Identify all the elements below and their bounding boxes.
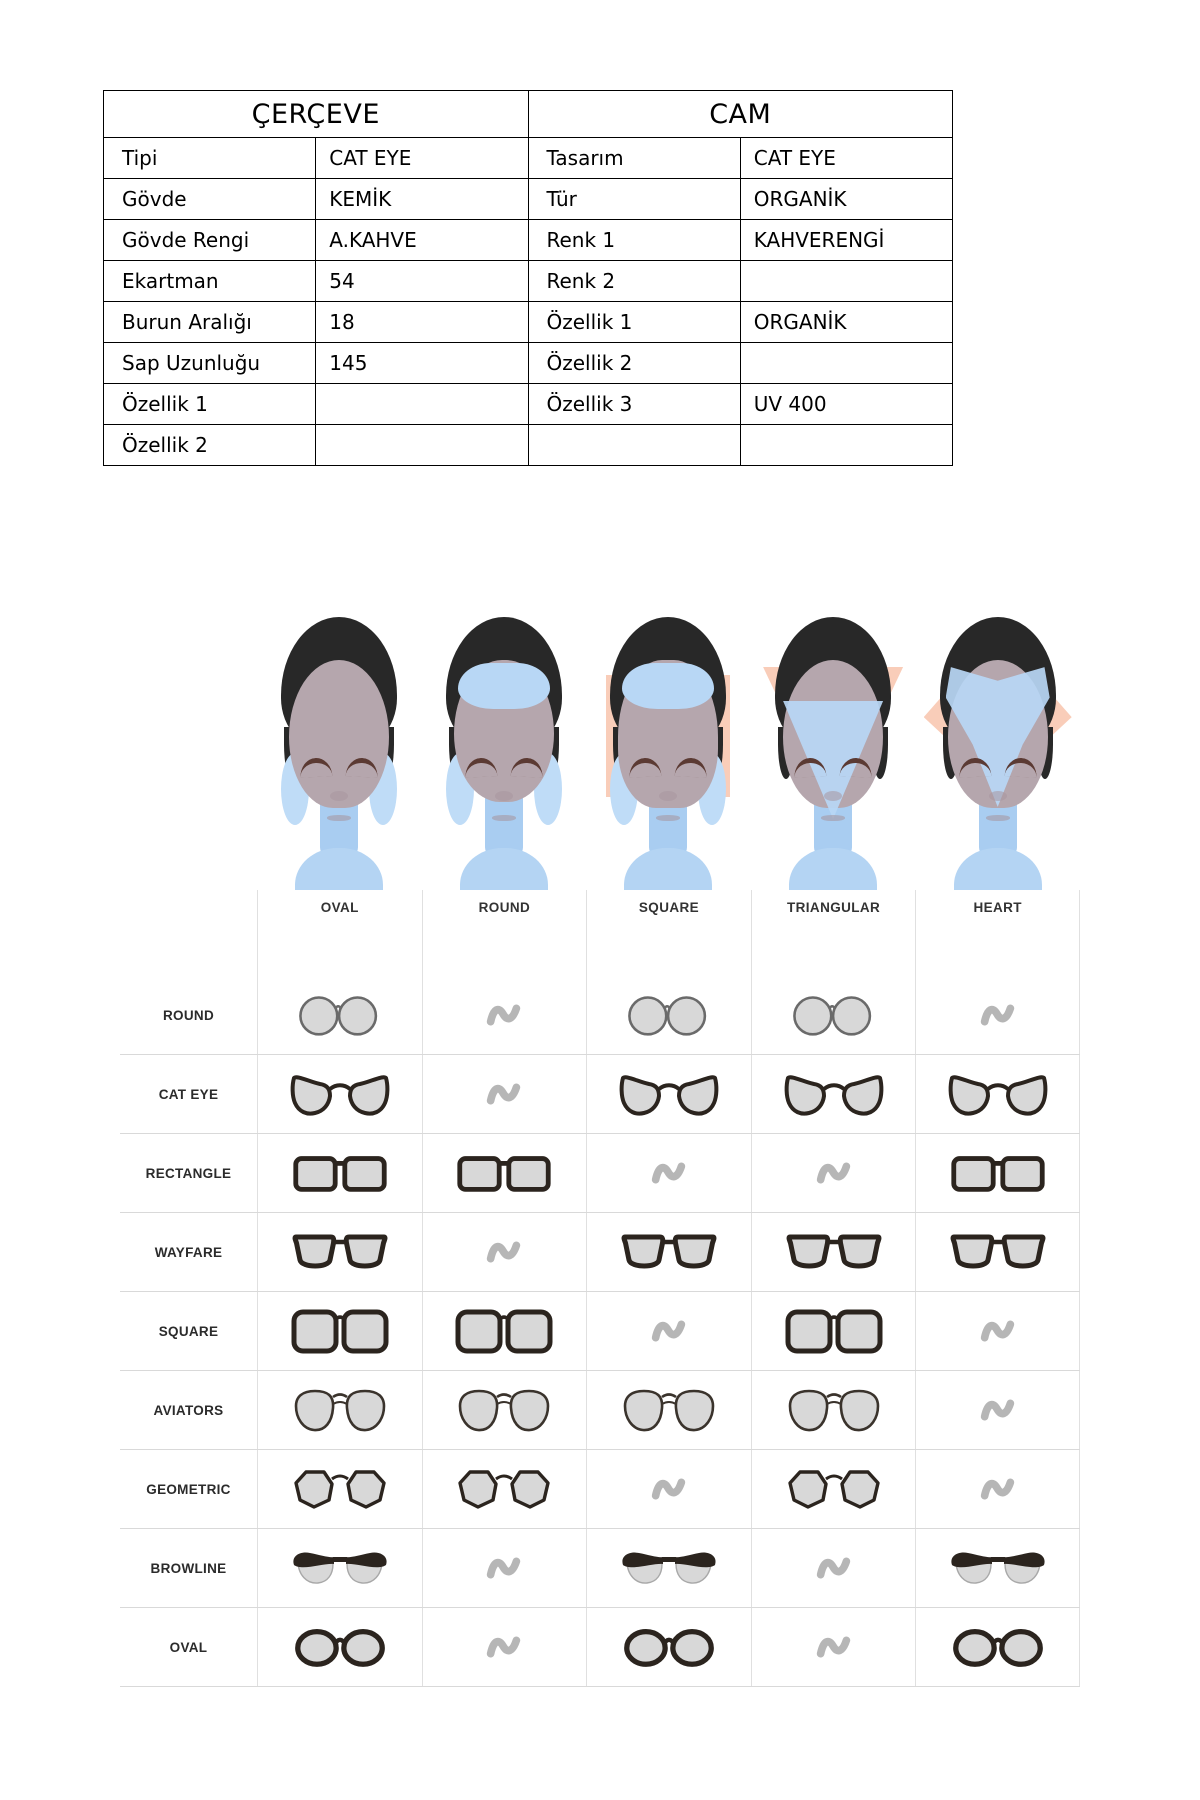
matrix-row-oval xyxy=(120,1608,1080,1687)
face-heart-illustration xyxy=(918,605,1078,890)
spec-value-cell: 145 xyxy=(316,343,528,384)
row-label-rectangle: RECTANGLE xyxy=(145,1165,232,1181)
column-header-heart: HEART xyxy=(915,890,1080,924)
grid-spacer-cell xyxy=(586,924,751,976)
matrix-row-square xyxy=(120,1292,1080,1371)
row-label-square: SQUARE xyxy=(158,1323,219,1339)
spec-value-cell: UV 400 xyxy=(740,384,952,425)
spec-label-cell: Renk 1 xyxy=(528,220,740,261)
spec-label-cell: Özellik 1 xyxy=(104,384,316,425)
face-triangular-illustration xyxy=(753,605,913,890)
spec-table-row xyxy=(104,261,953,302)
row-label-cateye: CAT EYE xyxy=(158,1086,219,1102)
row-label-round: ROUND xyxy=(163,1007,214,1023)
matrix-row-browline xyxy=(120,1529,1080,1608)
face-column-oval xyxy=(257,598,422,890)
spec-value-cell: A.KAHVE xyxy=(316,220,528,261)
spec-value-cell: 54 xyxy=(316,261,528,302)
matrix-row-rectangle xyxy=(120,1134,1080,1213)
spec-label-cell: Tipi xyxy=(104,138,316,179)
row-label-browline: BROWLINE xyxy=(150,1560,227,1576)
not-suitable-squiggle-icon xyxy=(751,1134,916,1212)
spec-value-cell: ORGANİK xyxy=(740,302,952,343)
compatibility-matrix xyxy=(120,976,1080,1687)
mouth xyxy=(986,815,1010,821)
round-glasses-icon xyxy=(257,976,422,1054)
column-header-round: ROUND xyxy=(422,890,587,924)
not-suitable-squiggle-icon xyxy=(915,1450,1080,1528)
wayfare-glasses-icon xyxy=(586,1213,751,1291)
nose xyxy=(495,791,513,801)
spec-value-cell: CAT EYE xyxy=(316,138,528,179)
spec-value-cell: ORGANİK xyxy=(740,179,952,220)
not-suitable-squiggle-icon xyxy=(422,1213,587,1291)
spec-value-cell xyxy=(740,261,952,302)
geometric-glasses-icon xyxy=(751,1450,916,1528)
cateye-glasses-icon xyxy=(915,1055,1080,1133)
rectangle-glasses-icon xyxy=(422,1134,587,1212)
round-glasses-icon xyxy=(586,976,751,1054)
mouth xyxy=(327,815,351,821)
face-column-heart xyxy=(915,598,1080,890)
shoulders xyxy=(624,848,712,890)
not-suitable-squiggle-icon xyxy=(586,1134,751,1212)
aviators-glasses-icon xyxy=(751,1371,916,1449)
face-square-illustration xyxy=(588,605,748,890)
matrix-row-cateye xyxy=(120,1055,1080,1134)
spec-table-body xyxy=(104,138,953,466)
spec-table-row xyxy=(104,138,953,179)
spec-value-cell xyxy=(316,384,528,425)
square-glasses-icon xyxy=(422,1292,587,1370)
spec-table-row xyxy=(104,384,953,425)
spec-label-cell: Gövde Rengi xyxy=(104,220,316,261)
cateye-glasses-icon xyxy=(751,1055,916,1133)
row-label-wayfare: WAYFARE xyxy=(154,1244,223,1260)
not-suitable-squiggle-icon xyxy=(422,976,587,1054)
spec-label-cell: Gövde xyxy=(104,179,316,220)
aviators-glasses-icon xyxy=(586,1371,751,1449)
spec-label-cell: Özellik 1 xyxy=(528,302,740,343)
grid-spacer-cell xyxy=(120,924,257,976)
grid-spacer-cell xyxy=(751,924,916,976)
spec-value-cell xyxy=(740,343,952,384)
face-oval-illustration xyxy=(259,605,419,890)
empty-corner-cell xyxy=(120,890,257,924)
spec-table-row xyxy=(104,179,953,220)
shoulders xyxy=(295,848,383,890)
nose xyxy=(989,791,1007,801)
face-column-triangular xyxy=(751,598,916,890)
matrix-row-aviators xyxy=(120,1371,1080,1450)
not-suitable-squiggle-icon xyxy=(915,1292,1080,1370)
spec-label-cell: Tasarım xyxy=(528,138,740,179)
not-suitable-squiggle-icon xyxy=(586,1450,751,1528)
matrix-row-round xyxy=(120,976,1080,1055)
rectangle-glasses-icon xyxy=(257,1134,422,1212)
round-glasses-icon xyxy=(751,976,916,1054)
spec-label-cell: Sap Uzunluğu xyxy=(104,343,316,384)
spec-table-row xyxy=(104,425,953,466)
spec-label-cell: Özellik 3 xyxy=(528,384,740,425)
not-suitable-squiggle-icon xyxy=(586,1292,751,1370)
matrix-row-geometric xyxy=(120,1450,1080,1529)
browline-glasses-icon xyxy=(915,1529,1080,1607)
face-column-round xyxy=(422,598,587,890)
face-shape-labels-row xyxy=(120,890,1080,924)
grid-spacer-cell xyxy=(257,924,422,976)
grid-spacer-row xyxy=(120,924,1080,976)
spec-table-right-header: CAM xyxy=(528,91,953,138)
spec-label-cell: Ekartman xyxy=(104,261,316,302)
shoulders xyxy=(954,848,1042,890)
row-label-aviators: AVIATORS xyxy=(153,1402,224,1418)
aviators-glasses-icon xyxy=(422,1371,587,1449)
column-header-oval: OVAL xyxy=(257,890,422,924)
spec-label-cell: Renk 2 xyxy=(528,261,740,302)
face-column-square xyxy=(586,598,751,890)
oval-glasses-icon xyxy=(915,1608,1080,1686)
spec-table-row xyxy=(104,302,953,343)
spec-value-cell: CAT EYE xyxy=(740,138,952,179)
wayfare-glasses-icon xyxy=(915,1213,1080,1291)
spec-value-cell: KEMİK xyxy=(316,179,528,220)
column-header-square: SQUARE xyxy=(586,890,751,924)
forehead-highlight xyxy=(622,663,714,709)
mouth xyxy=(821,815,845,821)
shoulders xyxy=(460,848,548,890)
spec-value-cell: 18 xyxy=(316,302,528,343)
cateye-glasses-icon xyxy=(257,1055,422,1133)
cateye-glasses-icon xyxy=(586,1055,751,1133)
row-label-geometric: GEOMETRIC xyxy=(146,1481,231,1497)
spec-table-row xyxy=(104,220,953,261)
not-suitable-squiggle-icon xyxy=(915,1371,1080,1449)
spec-label-cell xyxy=(528,425,740,466)
oval-glasses-icon xyxy=(586,1608,751,1686)
head xyxy=(289,660,389,808)
aviators-glasses-icon xyxy=(257,1371,422,1449)
empty-corner-cell xyxy=(120,598,257,890)
spec-label-cell: Özellik 2 xyxy=(104,425,316,466)
not-suitable-squiggle-icon xyxy=(422,1529,587,1607)
browline-glasses-icon xyxy=(586,1529,751,1607)
not-suitable-squiggle-icon xyxy=(751,1529,916,1607)
not-suitable-squiggle-icon xyxy=(915,976,1080,1054)
column-header-triangular: TRIANGULAR xyxy=(751,890,916,924)
spec-table-header xyxy=(104,91,953,138)
spec-table-left-header: ÇERÇEVE xyxy=(104,91,529,138)
square-glasses-icon xyxy=(257,1292,422,1370)
spec-value-cell: KAHVERENGİ xyxy=(740,220,952,261)
forehead-highlight xyxy=(458,663,550,709)
oval-glasses-icon xyxy=(257,1608,422,1686)
spec-table xyxy=(103,90,953,466)
face-shape-glasses-chart xyxy=(120,598,1080,1687)
row-label-oval: OVAL xyxy=(169,1639,208,1655)
spec-value-cell xyxy=(316,425,528,466)
wayfare-glasses-icon xyxy=(257,1213,422,1291)
grid-spacer-cell xyxy=(915,924,1080,976)
spec-table-row xyxy=(104,343,953,384)
matrix-row-wayfare xyxy=(120,1213,1080,1292)
mouth xyxy=(656,815,680,821)
nose xyxy=(824,791,842,801)
mouth xyxy=(492,815,516,821)
face-round-illustration xyxy=(424,605,584,890)
geometric-glasses-icon xyxy=(422,1450,587,1528)
wayfare-glasses-icon xyxy=(751,1213,916,1291)
spec-label-cell: Tür xyxy=(528,179,740,220)
not-suitable-squiggle-icon xyxy=(751,1608,916,1686)
face-illustrations-row xyxy=(120,598,1080,890)
spec-value-cell xyxy=(740,425,952,466)
geometric-glasses-icon xyxy=(257,1450,422,1528)
not-suitable-squiggle-icon xyxy=(422,1055,587,1133)
grid-spacer-cell xyxy=(422,924,587,976)
square-glasses-icon xyxy=(751,1292,916,1370)
not-suitable-squiggle-icon xyxy=(422,1608,587,1686)
spec-label-cell: Özellik 2 xyxy=(528,343,740,384)
browline-glasses-icon xyxy=(257,1529,422,1607)
shoulders xyxy=(789,848,877,890)
rectangle-glasses-icon xyxy=(915,1134,1080,1212)
spec-label-cell: Burun Aralığı xyxy=(104,302,316,343)
